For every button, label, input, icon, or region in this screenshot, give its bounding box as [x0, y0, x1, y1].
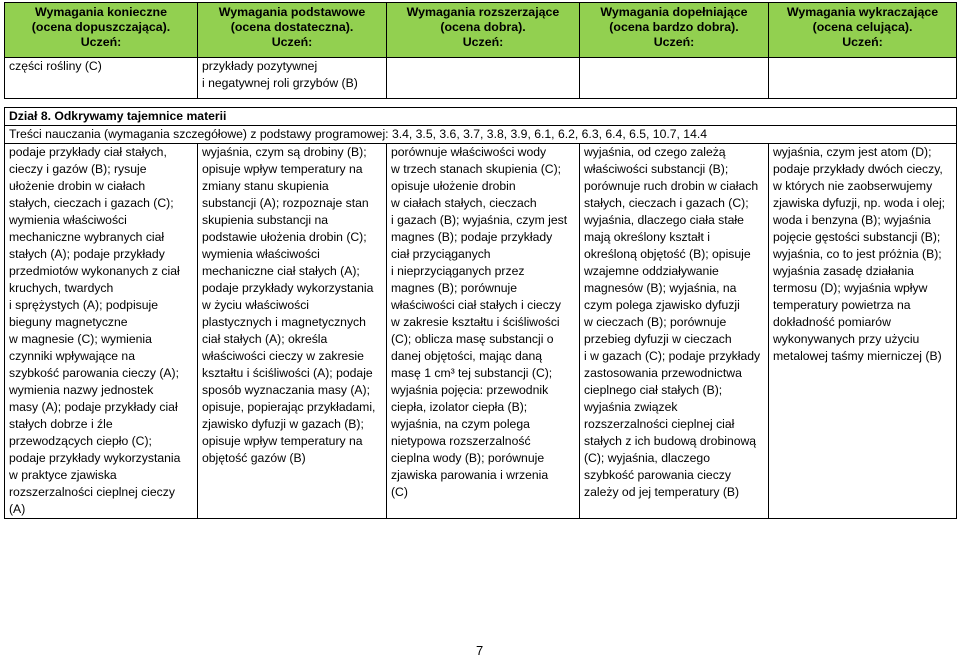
- header-cell-podstawowe: [198, 3, 387, 58]
- level-name: Wymagania wykraczające: [786, 5, 939, 19]
- level-who: Uczeń:: [653, 35, 695, 49]
- header-cell-wykraczajace: [769, 3, 957, 58]
- requirements-header-table: [4, 2, 957, 99]
- level-grade: (ocena dobra).: [440, 20, 526, 34]
- requirement-cell-wykraczajace: wyjaśnia, czym jest atom (D); podaje przykłady dwóch cieczy, w których nie zaobserwujemy zjawiska dyfuzji, np. woda i olej; woda i benzyna (B); wyjaśnia pojęcie gęstości substancji (B); wyjaśnia, co to jest próżnia (B); wyjaśnia zasadę działania termosu (D); wyjaśnia wpływ temperatury powietrza na dokładność pomiarów wykonywanych przy użyciu metalowej taśmy mierniczej (B): [769, 144, 957, 519]
- requirement-cell-rozszerzajace: porównuje właściwości wody w trzech stanach skupienia (C); opisuje ułożenie drobin w ciałach stałych, cieczach i gazach (B); wyjaśnia, czym jest magnes (B); podaje przykłady ciał przyciąganych i nieprzyciąganych przez magnes (B); porównuje właściwości ciał stałych i cieczy w zakresie kształtu i ściśliwości (C); oblicza masę substancji o danej objętości, mając daną masę 1 cm³ tej substancji (C); wyjaśnia pojęcia: przewodnik ciepła, izolator ciepła (B); wyjaśnia, na czym polega nietypowa rozszerzalność cieplna wody (B); porównuje zjawiska parowania i wrzenia (C): [387, 144, 580, 519]
- level-who: Uczeń:: [462, 35, 504, 49]
- requirement-cell-podstawowe: wyjaśnia, czym są drobiny (B); opisuje wpływ temperatury na zmiany stanu skupienia substancji (A); rozpoznaje stan skupienia substancji na podstawie ułożenia drobin (C); wymienia właściwości mechaniczne ciał stałych (A); podaje przykłady wykorzystania w życiu właściwości plastycznych i magnetycznych ciał stałych (A); określa właściwości cieczy w zakresie kształtu i ściśliwości (A); podaje sposób wyznaczania masy (A); opisuje, popierając przykładami, zjawisko dyfuzji w gazach (B); opisuje wpływ temperatury na objętość gazów (B): [198, 144, 387, 519]
- level-name: Wymagania podstawowe: [218, 5, 366, 19]
- header-cell-konieczne: [5, 3, 198, 58]
- level-name: Wymagania dopełniające: [600, 5, 748, 19]
- previous-cell: [580, 58, 769, 99]
- section-requirements-row: [5, 144, 957, 519]
- requirement-cell-konieczne: podaje przykłady ciał stałych, cieczy i gazów (B); rysuje ułożenie drobin w ciałach stałych, cieczach i gazach (C); wymienia właściwości mechaniczne wybranych ciał stałych (A); podaje przykłady przedmiotów wykonanych z ciał kruchych, twardych i sprężystych (A); podpisuje bieguny magnetyczne w magnesie (C); wymienia czynniki wpływające na szybkość parowania cieczy (A); wymienia nazwy jednostek masy (A); podaje przykłady ciał stałych dobrze i źle przewodzących ciepło (C); podaje przykłady wykorzystania w praktyce zjawiska rozszerzalności cieplnej cieczy (A): [5, 144, 198, 519]
- requirement-cell-dopelniajace: wyjaśnia, od czego zależą właściwości substancji (B); porównuje ruch drobin w ciałach stałych, cieczach i gazach (C); wyjaśnia, dlaczego ciała stałe mają określony kształt i określoną objętość (B); opisuje wzajemne oddziaływanie magnesów (B); wyjaśnia, na czym polega zjawisko dyfuzji w cieczach (B); porównuje przebieg dyfuzji w cieczach i w gazach (C); podaje przykłady zastosowania przewodnictwa cieplnego ciał stałych (B); wyjaśnia związek rozszerzalności cieplnej ciał stałych z ich budową drobinową (C); wyjaśnia, dlaczego szybkość parowania cieczy zależy od jej temperatury (B): [580, 144, 769, 519]
- previous-cell: części rośliny (C): [5, 58, 198, 99]
- requirements-header-row: [5, 3, 957, 58]
- section-title: Dział 8. Odkrywamy tajemnice materii: [5, 108, 957, 126]
- header-cell-dopelniajace: [580, 3, 769, 58]
- section-table: [4, 107, 957, 519]
- previous-section-row: [5, 58, 957, 99]
- level-grade: (ocena bardzo dobra).: [609, 20, 739, 34]
- previous-cell: [387, 58, 580, 99]
- level-grade: (ocena dopuszczająca).: [31, 20, 171, 34]
- level-name: Wymagania konieczne: [35, 5, 167, 19]
- previous-cell: [769, 58, 957, 99]
- level-who: Uczeń:: [842, 35, 883, 49]
- level-name: Wymagania rozszerzające: [406, 5, 560, 19]
- level-who: Uczeń:: [80, 35, 122, 49]
- level-grade: (ocena dostateczna).: [230, 20, 354, 34]
- level-who: Uczeń:: [271, 35, 313, 49]
- section-basis-row: [5, 126, 957, 144]
- section-title-row: [5, 108, 957, 126]
- level-grade: (ocena celująca).: [812, 20, 913, 34]
- previous-cell: przykłady pozytywnej i negatywnej roli grzybów (B): [198, 58, 387, 99]
- header-cell-rozszerzajace: [387, 3, 580, 58]
- curriculum-basis: Treści nauczania (wymagania szczegółowe) z podstawy programowej: 3.4, 3.5, 3.6, 3.7, 3.8, 3.9, 6.1, 6.2, 6.3, 6.4, 6.5, 10.7, 14.4: [5, 126, 957, 144]
- page-number: 7: [476, 643, 484, 658]
